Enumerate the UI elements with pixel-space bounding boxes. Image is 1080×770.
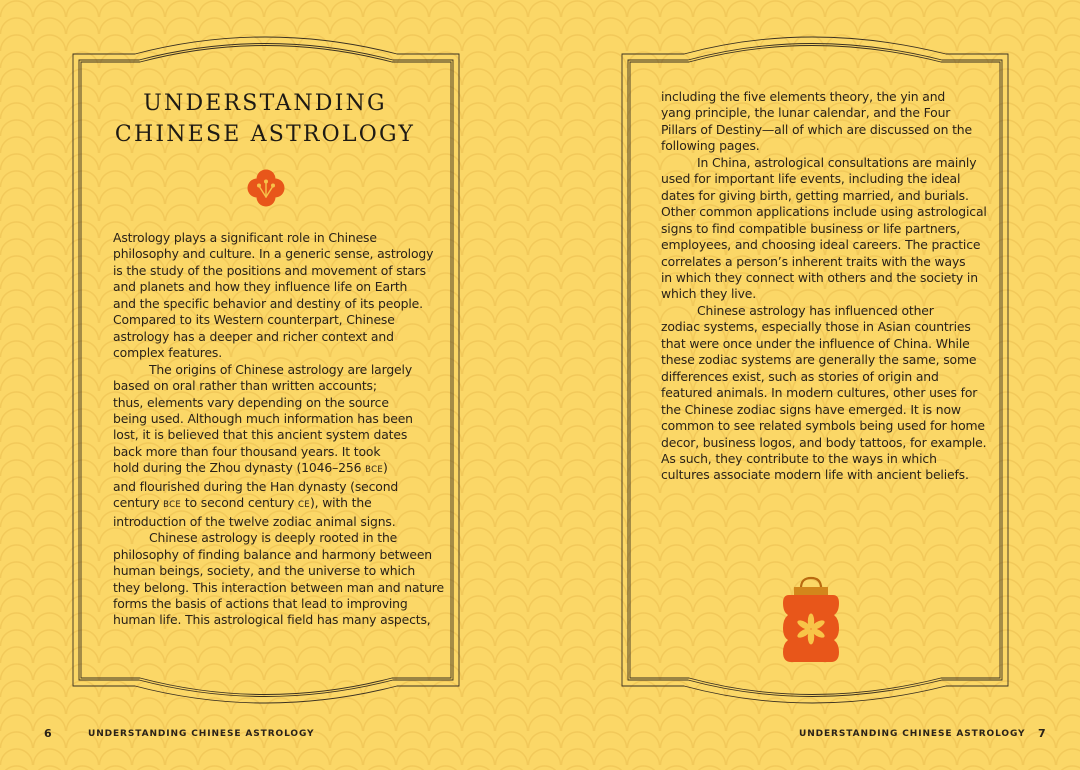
era-abbreviation: CE (298, 500, 310, 511)
text-line: signs to find compatible business or life partners, (661, 220, 961, 236)
text-line: dates for giving birth, getting married, and burials. (661, 187, 969, 203)
text-line: lost, it is believed that this ancient system dates (113, 427, 408, 443)
text-line: philosophy and culture. In a generic sense, astrology (113, 246, 434, 262)
right-page (540, 0, 1080, 770)
paragraph (113, 362, 433, 531)
text-line: and planets and how they influence life on Earth (113, 279, 408, 295)
text-line: introduction of the twelve zodiac animal signs. (113, 513, 396, 529)
page-number: 7 (1038, 727, 1046, 740)
text-line: human life. This astrological field has many aspects, (113, 612, 431, 628)
text-line: yang principle, the lunar calendar, and the Four (661, 105, 951, 121)
text-line: correlates a person’s inherent traits with the ways (661, 253, 966, 269)
text-line: is the study of the positions and movement of stars (113, 262, 426, 278)
paragraph (113, 230, 433, 362)
text-line: in which they connect with others and the society in (661, 269, 978, 285)
text-line: which they live. (661, 286, 757, 302)
plum-blossom-icon (246, 168, 286, 208)
text-line: and the specific behavior and destiny of its people. (113, 295, 423, 311)
text-line: featured animals. In modern cultures, other uses for (661, 385, 978, 401)
text-line: including the five elements theory, the yin and (661, 89, 946, 104)
paragraph (661, 155, 991, 303)
text-line: the Chinese zodiac signs have emerged. It is now (661, 401, 961, 417)
text-line: human beings, society, and the universe to which (113, 563, 416, 579)
title-line-1: UNDERSTANDING (143, 91, 387, 116)
paragraph (113, 530, 444, 629)
text-line: employees, and choosing ideal careers. The practice (661, 237, 981, 253)
text-line: forms the basis of actions that lead to improving (113, 595, 408, 611)
text-line: common to see related symbols being used for home (661, 418, 985, 434)
text-line: zodiac systems, especially those in Asian countries (661, 319, 971, 335)
text-line: decor, business logos, and body tattoos, for example. (661, 434, 987, 450)
text-line: In China, astrological consultations are mainly (697, 154, 977, 170)
text-line: Chinese astrology has influenced other (697, 302, 934, 318)
text-line: back more than four thousand years. It took (113, 443, 381, 459)
text-line: Other common applications include using astrological (661, 204, 987, 220)
paragraph (661, 303, 991, 484)
page-number: 6 (44, 727, 52, 740)
running-head: UNDERSTANDING CHINESE ASTROLOGY (799, 729, 1026, 739)
lantern-icon (781, 574, 841, 672)
text-line: thus, elements vary depending on the source (113, 394, 389, 410)
text-line: astrology has a deeper and richer context and (113, 328, 394, 344)
title-line-2: CHINESE ASTROLOGY (114, 122, 416, 147)
paragraph (661, 89, 991, 155)
text-line: philosophy of finding balance and harmony between (113, 546, 433, 562)
text-line: and flourished during the Han dynasty (second (113, 478, 399, 494)
text-line: Pillars of Destiny—all of which are discussed on the (661, 121, 972, 137)
text-line: being used. Although much information has been (113, 410, 413, 426)
text-line: As such, they contribute to the ways in which (661, 450, 937, 466)
era-abbreviation: BCE (163, 500, 182, 511)
text-line: The origins of Chinese astrology are largely (149, 361, 412, 377)
text-line: Astrology plays a significant role in Chinese (113, 230, 377, 245)
text-line: differences exist, such as stories of origin and (661, 368, 939, 384)
text-line: they belong. This interaction between man and nature (113, 579, 444, 595)
text-line: based on oral rather than written accounts; (113, 378, 377, 394)
body-text (661, 89, 991, 484)
text-line: complex features. (113, 345, 223, 361)
text-line: cultures associate modern life with ancient beliefs. (661, 467, 969, 483)
text-line: used for important life events, including the ideal (661, 171, 961, 187)
page-title (100, 88, 430, 150)
running-head: UNDERSTANDING CHINESE ASTROLOGY (88, 729, 315, 739)
era-abbreviation: BCE (365, 465, 383, 476)
text-line: Chinese astrology is deeply rooted in the (149, 530, 398, 546)
text-line: century BCE to second century CE), with the (113, 495, 372, 511)
text-line: these zodiac systems are generally the same, some (661, 352, 977, 368)
text-line: that were once under the influence of China. While (661, 335, 970, 351)
text-line: following pages. (661, 138, 760, 154)
body-text (113, 230, 444, 629)
text-line: Compared to its Western counterpart, Chinese (113, 312, 395, 328)
text-line: hold during the Zhou dynasty (1046–256 BCE) (113, 460, 388, 476)
